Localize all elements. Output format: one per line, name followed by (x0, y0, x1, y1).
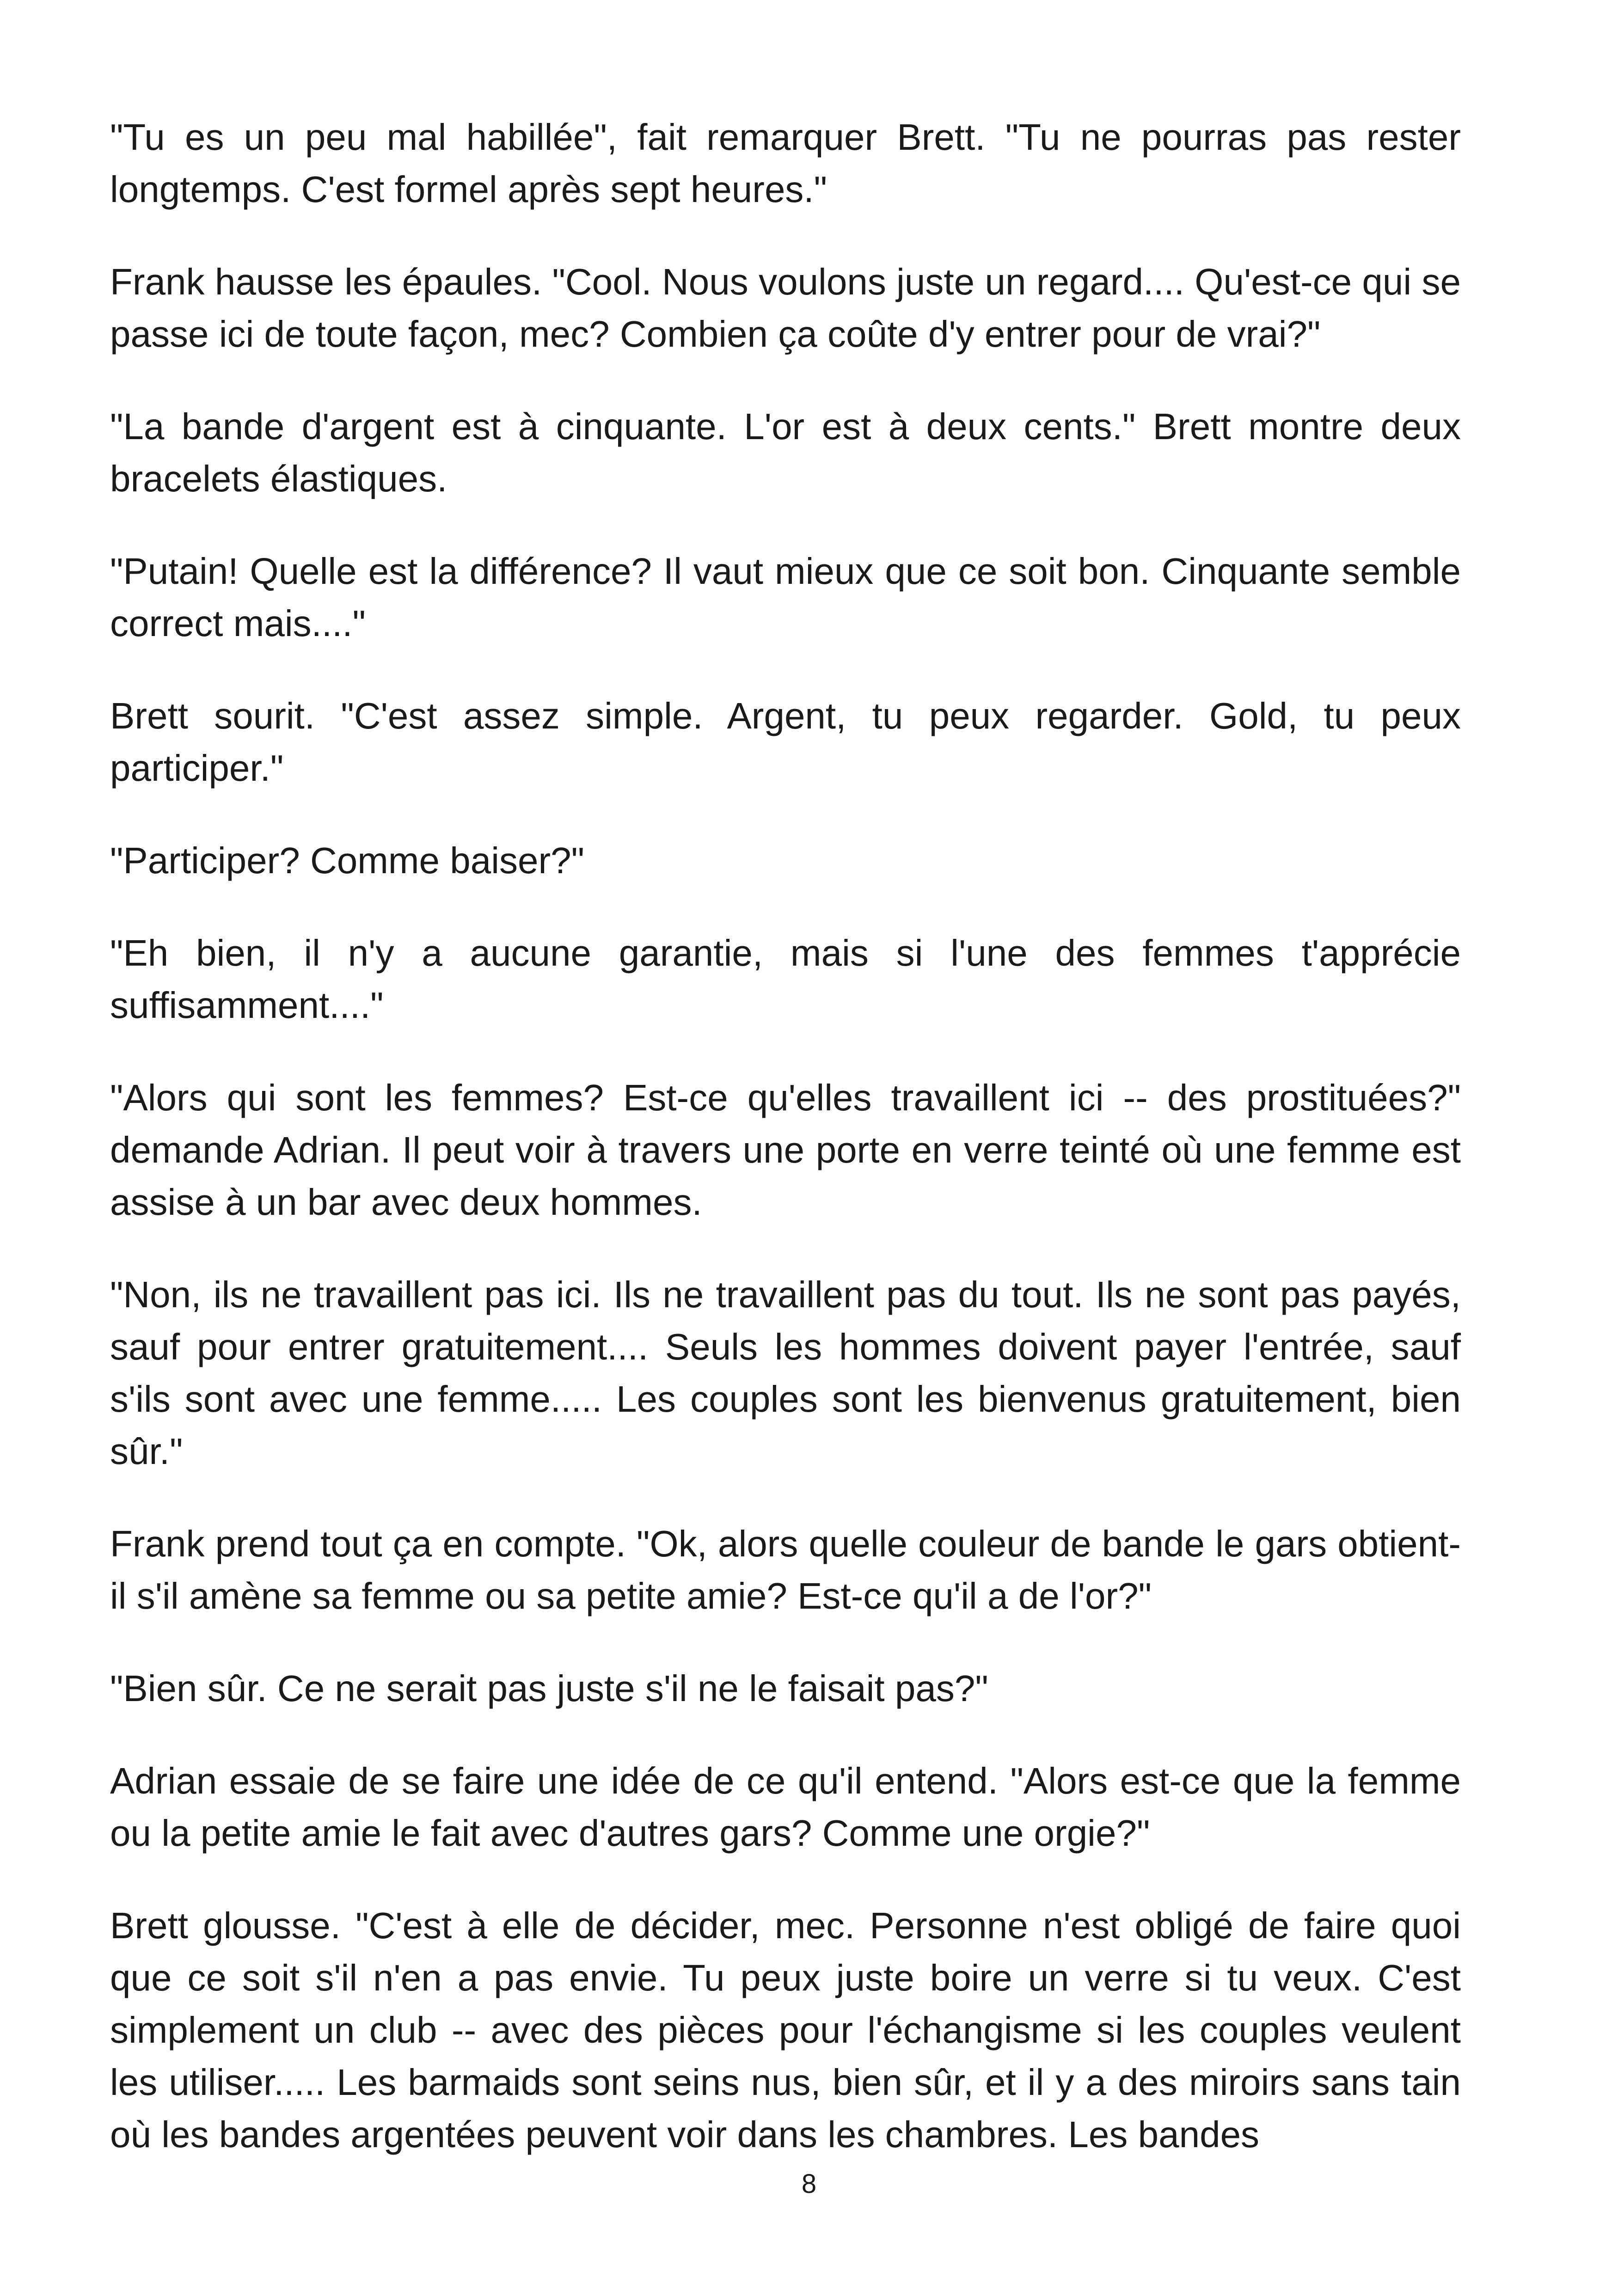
paragraph-5: Brett sourit. "C'est assez simple. Argent, tu peux regarder. Gold, tu peux participer." (110, 695, 1461, 789)
paragraph-1: "Tu es un peu mal habillée", fait remarquer Brett. "Tu ne pourras pas rester longtemps. C'est formel après sept heures." (110, 116, 1461, 210)
paragraph-10: Frank prend tout ça en compte. "Ok, alors quelle couleur de bande le gars obtient-il s'il amène sa femme ou sa petite amie? Est-ce qu'il a de l'or?" (110, 1523, 1461, 1616)
paragraph-8: "Alors qui sont les femmes? Est-ce qu'elles travaillent ici -- des prostituées?" demande Adrian. Il peut voir à travers une porte en verre teinté où une femme est assise à un bar avec deux hommes. (110, 1077, 1461, 1223)
paragraph-6: "Participer? Comme baiser?" (110, 840, 585, 881)
paragraph-12: Adrian essaie de se faire une idée de ce qu'il entend. "Alors est-ce que la femme ou la petite amie le fait avec d'autres gars? Comme une orgie?" (110, 1760, 1461, 1854)
paragraph-9: "Non, ils ne travaillent pas ici. Ils ne travaillent pas du tout. Ils ne sont pas payés, sauf pour entrer gratuitement.... Seuls les hommes doivent payer l'entrée, sauf s'ils sont avec une femme..... Les couples sont les bienvenus gratuitement, bien sûr." (110, 1274, 1461, 1472)
paragraph-4: "Putain! Quelle est la différence? Il vaut mieux que ce soit bon. Cinquante semble correct mais...." (110, 551, 1461, 644)
page-number: 8 (801, 2169, 817, 2199)
paragraph-11: "Bien sûr. Ce ne serait pas juste s'il ne le faisait pas?" (110, 1668, 988, 1709)
paragraph-3: "La bande d'argent est à cinquante. L'or est à deux cents." Brett montre deux bracelets élastiques. (110, 406, 1461, 499)
body-text (110, 111, 1461, 2201)
paragraph-2: Frank hausse les épaules. "Cool. Nous voulons juste un regard.... Qu'est-ce qui se passe ici de toute façon, mec? Combien ça coûte d'y entrer pour de vrai?" (110, 261, 1461, 355)
paragraph-13: Brett glousse. "C'est à elle de décider, mec. Personne n'est obligé de faire quoi que ce soit s'il n'en a pas envie. Tu peux juste boire un verre si tu veux. C'est simplement un club -- avec des pièces pour l'échangisme si les couples veulent les utiliser..... Les barmaids sont seins nus, bien sûr, et il y a des miroirs sans tain où les bandes argentées peuvent voir dans les chambres. Les bandes (110, 1905, 1461, 2155)
paragraph-7: "Eh bien, il n'y a aucune garantie, mais si l'une des femmes t'apprécie suffisamment...." (110, 932, 1461, 1026)
